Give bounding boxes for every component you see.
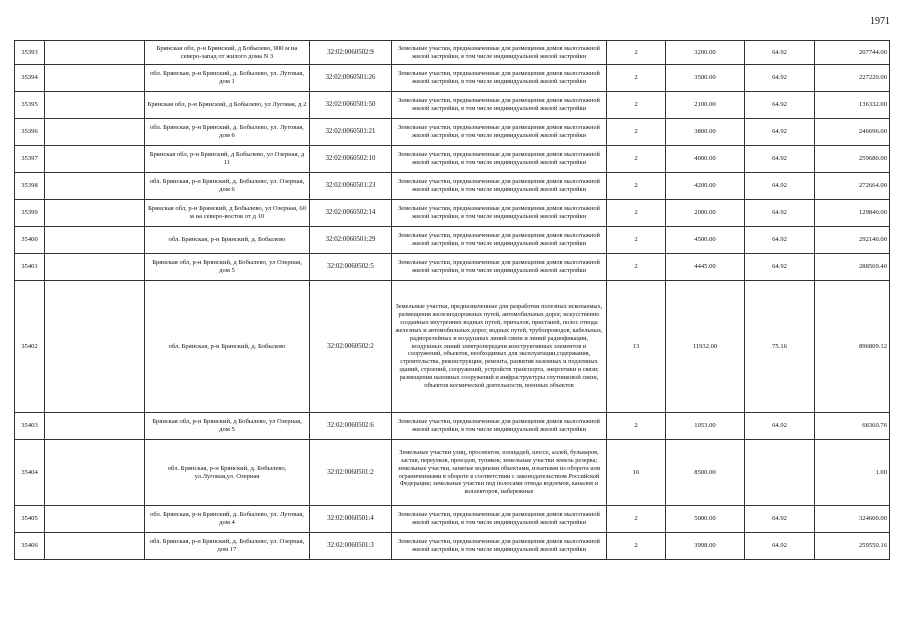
cadastral-number-cell: 32:02:0060502:9 <box>310 41 392 65</box>
cadastral-number-cell: 32:02:0060502:5 <box>310 254 392 281</box>
specific-value-cell: 64.92 <box>745 413 815 440</box>
area-cell: 3500.00 <box>666 65 745 92</box>
cadastral-value-cell: 207744.00 <box>815 41 890 65</box>
blank-cell <box>45 254 145 281</box>
table-row <box>15 533 890 560</box>
address-cell: обл. Брянская, р-н Брянский, д. Бобылево, ул. Озерная, дом 17 <box>145 533 310 560</box>
blank-cell <box>45 173 145 200</box>
blank-cell <box>45 413 145 440</box>
land-use-cell: Земельные участки, предназначенные для размещения домов малоэтажной жилой застройки, в том числе индивидуальной жилой застройки <box>392 92 607 119</box>
cadastral-value-cell: 272664.00 <box>815 173 890 200</box>
cadastral-value-cell: 324600.00 <box>815 506 890 533</box>
area-cell: 5000.00 <box>666 506 745 533</box>
cadastral-number-cell: 32:02:0060502:10 <box>310 146 392 173</box>
land-use-cell: Земельные участки, предназначенные для размещения домов малоэтажной жилой застройки, в том числе индивидуальной жилой застройки <box>392 119 607 146</box>
cadastral-number-cell: 32:02:0060501:50 <box>310 92 392 119</box>
land-use-cell: Земельные участки, предназначенные для размещения домов малоэтажной жилой застройки, в том числе индивидуальной жилой застройки <box>392 533 607 560</box>
area-cell: 4200.00 <box>666 173 745 200</box>
cadastral-value-cell: 68360.76 <box>815 413 890 440</box>
table-row <box>15 92 890 119</box>
cadastral-number-cell: 32:02:0060501:4 <box>310 506 392 533</box>
address-cell: Брянская обл, р-н Брянский, д Бобылево, ул Луговая, д 2 <box>145 92 310 119</box>
specific-value-cell: 64.92 <box>745 533 815 560</box>
row-number: 35395 <box>15 92 45 119</box>
table-row <box>15 440 890 506</box>
area-cell: 3800.00 <box>666 119 745 146</box>
land-use-cell: Земельные участки, предназначенные для размещения домов малоэтажной жилой застройки, в том числе индивидуальной жилой застройки <box>392 227 607 254</box>
cadastral-value-cell: 227220.00 <box>815 65 890 92</box>
cadastral-value-cell: 136332.00 <box>815 92 890 119</box>
specific-value-cell <box>745 440 815 506</box>
cadastral-number-cell: 32:02:0060502:6 <box>310 413 392 440</box>
address-cell: обл. Брянская, р-н Брянский, д. Бобылево, ул. Луговая, дом 4 <box>145 506 310 533</box>
land-use-cell: Земельные участки, предназначенные для размещения домов малоэтажной жилой застройки, в том числе индивидуальной жилой застройки <box>392 506 607 533</box>
use-group-cell: 16 <box>607 440 666 506</box>
area-cell: 4445.00 <box>666 254 745 281</box>
area-cell: 4000.00 <box>666 146 745 173</box>
row-number: 35406 <box>15 533 45 560</box>
table-row <box>15 173 890 200</box>
row-number: 35402 <box>15 281 45 413</box>
area-cell: 11932.00 <box>666 281 745 413</box>
table-row <box>15 227 890 254</box>
cadastral-value-cell: 292140.00 <box>815 227 890 254</box>
cadastral-number-cell: 32:02:0060501:2 <box>310 440 392 506</box>
address-cell: обл. Брянская, р-н Брянский, д. Бобылево <box>145 281 310 413</box>
specific-value-cell: 64.92 <box>745 506 815 533</box>
address-cell: Брянская обл, р-н Брянский, д Бобылево, ул Озерная, д 11 <box>145 146 310 173</box>
land-use-cell: Земельные участки, предназначенные для размещения домов малоэтажной жилой застройки, в том числе индивидуальной жилой застройки <box>392 41 607 65</box>
use-group-cell: 2 <box>607 506 666 533</box>
land-use-cell: Земельные участки, предназначенные для размещения домов малоэтажной жилой застройки, в том числе индивидуальной жилой застройки <box>392 65 607 92</box>
land-use-cell: Земельные участки, предназначенные для разработки полезных ископаемых, размещения железнодорожных путей, автомобильных дорог, искусственно созданных внутренних водных путей, причалов, пристаней, полос отвода железных и автомобильных дорог, водных путей, трубопроводов, кабельных, радиорелейных и воздушных линий связи и линий радиофикации, воздушных линий электропередачи конструктивных элементов и сооружений, объектов, необходимых для эксплуатации,содержания, строительства, реконструкции, ремонта, развития наземных и подземных зданий, строений, сооружений, устройств транспорта, энергетики и связи; размещения наземных сооружений и инфраструктуры спутниковой связи, объектов космической деятельности, военных объектов <box>392 281 607 413</box>
row-number: 35399 <box>15 200 45 227</box>
land-use-cell: Земельные участки, предназначенные для размещения домов малоэтажной жилой застройки, в том числе индивидуальной жилой застройки <box>392 173 607 200</box>
blank-cell <box>45 506 145 533</box>
address-cell: Брянская обл, р-н Брянский, д Бобылево, 900 м на северо-запад от жилого дома N 3 <box>145 41 310 65</box>
cadastral-value-cell: 259680.00 <box>815 146 890 173</box>
specific-value-cell: 64.92 <box>745 41 815 65</box>
use-group-cell: 2 <box>607 146 666 173</box>
cadastral-value-cell: 288569.40 <box>815 254 890 281</box>
row-number: 35405 <box>15 506 45 533</box>
cadastral-value-table <box>14 40 890 560</box>
land-use-cell: Земельные участки, предназначенные для размещения домов малоэтажной жилой застройки, в том числе индивидуальной жилой застройки <box>392 146 607 173</box>
table-body <box>15 41 890 560</box>
use-group-cell: 2 <box>607 65 666 92</box>
area-cell: 8500.00 <box>666 440 745 506</box>
use-group-cell: 2 <box>607 200 666 227</box>
specific-value-cell: 64.92 <box>745 227 815 254</box>
use-group-cell: 2 <box>607 92 666 119</box>
table-row <box>15 413 890 440</box>
table-row <box>15 146 890 173</box>
cadastral-number-cell: 32:02:0060502:14 <box>310 200 392 227</box>
blank-cell <box>45 41 145 65</box>
specific-value-cell: 75.16 <box>745 281 815 413</box>
land-use-cell: Земельные участки улиц, проспектов, площадей, шоссе, аллей, бульваров, застав, переулков, проездов, тупиков; земельные участки земель резерва; земельные участки, занятые водными объектами, изъятыми из оборота или ограниченными в обороте в соответствии с законодательством Российской Федерации; земельные участки под полосами отвода водоемов, каналов и коллекторов, набережные <box>392 440 607 506</box>
blank-cell <box>45 119 145 146</box>
area-cell: 3200.00 <box>666 41 745 65</box>
specific-value-cell: 64.92 <box>745 119 815 146</box>
cadastral-value-cell: 896809.12 <box>815 281 890 413</box>
address-cell: Брянская обл, р-н Брянский, д Бобылево, ул Озерная, дом 5 <box>145 413 310 440</box>
cadastral-number-cell: 32:02:0060502:2 <box>310 281 392 413</box>
use-group-cell: 2 <box>607 533 666 560</box>
table-row <box>15 254 890 281</box>
land-use-cell: Земельные участки, предназначенные для размещения домов малоэтажной жилой застройки, в том числе индивидуальной жилой застройки <box>392 200 607 227</box>
area-cell: 2100.00 <box>666 92 745 119</box>
use-group-cell: 2 <box>607 119 666 146</box>
row-number: 35403 <box>15 413 45 440</box>
land-use-cell: Земельные участки, предназначенные для размещения домов малоэтажной жилой застройки, в том числе индивидуальной жилой застройки <box>392 254 607 281</box>
table-row <box>15 506 890 533</box>
blank-cell <box>45 227 145 254</box>
row-number: 35396 <box>15 119 45 146</box>
use-group-cell: 2 <box>607 227 666 254</box>
cadastral-number-cell: 32:02:0060501:26 <box>310 65 392 92</box>
use-group-cell: 2 <box>607 173 666 200</box>
address-cell: Брянская обл, р-н Брянский, д Бобылево, ул Озерная, 60 м на северо-восток от д 10 <box>145 200 310 227</box>
specific-value-cell: 64.92 <box>745 92 815 119</box>
table-row <box>15 65 890 92</box>
cadastral-number-cell: 32:02:0060501:3 <box>310 533 392 560</box>
row-number: 35397 <box>15 146 45 173</box>
row-number: 35404 <box>15 440 45 506</box>
address-cell: обл. Брянская, р-н Брянский, д. Бобылево, ул.Луговая,ул. Озерная <box>145 440 310 506</box>
use-group-cell: 2 <box>607 413 666 440</box>
blank-cell <box>45 200 145 227</box>
blank-cell <box>45 440 145 506</box>
specific-value-cell: 64.92 <box>745 254 815 281</box>
area-cell: 4500.00 <box>666 227 745 254</box>
use-group-cell: 13 <box>607 281 666 413</box>
address-cell: обл. Брянская, р-н Брянский, д. Бобылево, ул. Озерная, дом 6 <box>145 173 310 200</box>
use-group-cell: 2 <box>607 254 666 281</box>
blank-cell <box>45 92 145 119</box>
area-cell: 2000.00 <box>666 200 745 227</box>
address-cell: обл. Брянская, р-н Брянский, д. Бобылево, ул. Луговая, дом 6 <box>145 119 310 146</box>
blank-cell <box>45 65 145 92</box>
specific-value-cell: 64.92 <box>745 200 815 227</box>
table-row <box>15 41 890 65</box>
row-number: 35394 <box>15 65 45 92</box>
land-use-cell: Земельные участки, предназначенные для размещения домов малоэтажной жилой застройки, в том числе индивидуальной жилой застройки <box>392 413 607 440</box>
table-row <box>15 281 890 413</box>
area-cell: 1053.00 <box>666 413 745 440</box>
cadastral-value-cell: 259550.16 <box>815 533 890 560</box>
cadastral-number-cell: 32:02:0060501:21 <box>310 119 392 146</box>
row-number: 35400 <box>15 227 45 254</box>
blank-cell <box>45 533 145 560</box>
blank-cell <box>45 146 145 173</box>
cadastral-value-cell: 1.00 <box>815 440 890 506</box>
row-number: 35398 <box>15 173 45 200</box>
address-cell: Брянская обл, р-н Брянский, д Бобылево, ул Озерная, дом 5 <box>145 254 310 281</box>
page-number: 1971 <box>870 16 890 27</box>
cadastral-value-cell: 246696.00 <box>815 119 890 146</box>
specific-value-cell: 64.92 <box>745 65 815 92</box>
address-cell: обл. Брянская, р-н Брянский, д. Бобылево <box>145 227 310 254</box>
table-row <box>15 119 890 146</box>
specific-value-cell: 64.92 <box>745 146 815 173</box>
cadastral-number-cell: 32:02:0060501:29 <box>310 227 392 254</box>
cadastral-number-cell: 32:02:0060501:23 <box>310 173 392 200</box>
cadastral-value-cell: 129840.00 <box>815 200 890 227</box>
specific-value-cell: 64.92 <box>745 173 815 200</box>
use-group-cell: 2 <box>607 41 666 65</box>
area-cell: 3998.00 <box>666 533 745 560</box>
row-number: 35401 <box>15 254 45 281</box>
blank-cell <box>45 281 145 413</box>
address-cell: обл. Брянская, р-н Брянский, д. Бобылево, ул. Луговая, дом 1 <box>145 65 310 92</box>
row-number: 35393 <box>15 41 45 65</box>
table-row <box>15 200 890 227</box>
